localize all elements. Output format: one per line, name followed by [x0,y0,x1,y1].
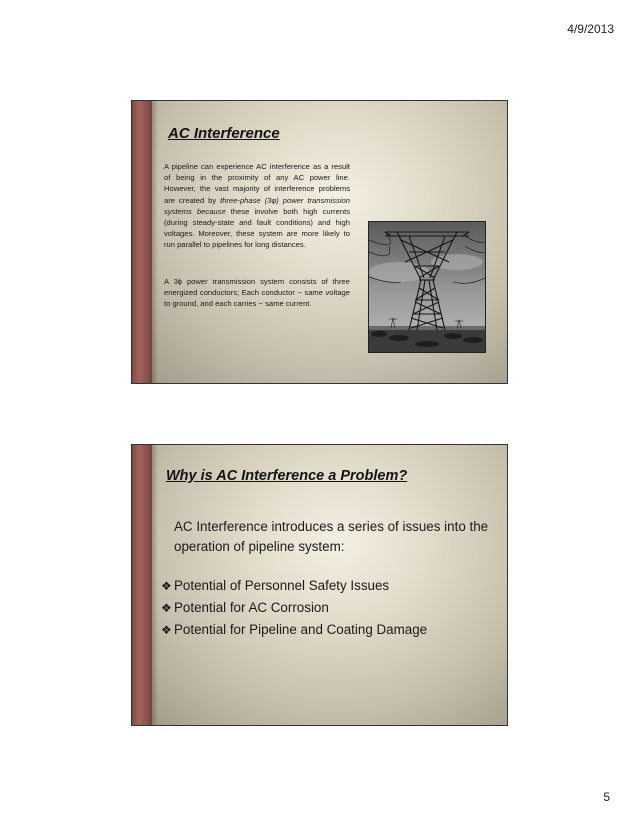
body-paragraph [164,161,350,251]
diamond-bullet-icon: ❖ [161,601,172,615]
page-date: 4/9/2013 [567,22,614,36]
list-item [161,619,427,641]
slide-title: Why is AC Interference a Problem? [166,468,408,484]
diamond-bullet-icon: ❖ [161,579,172,593]
list-item [161,597,427,619]
bullet-list [161,575,427,641]
slide-why-ac-interference-problem [131,444,508,726]
slide-ac-interference [131,100,508,384]
bullet-text: Potential for Pipeline and Coating Damage [174,622,428,637]
intro-text: AC Interference introduces a series of issues into the operation of pipeline system: [174,519,489,554]
bullet-text: Potential for AC Corrosion [174,600,329,615]
slide-title: AC Interference [168,125,280,142]
body-paragraph [164,276,350,310]
transmission-tower-icon [369,222,485,352]
transmission-tower-photo [368,221,486,353]
text-run: these involve both high currents (during steady-state and fault conditions) and high voltages. Moreover, these system are more likely to run parallel to pipelines for long distances. [164,206,350,250]
emphasized-text: three-phase (3φ) power transmission systems because [164,195,350,216]
slide-accent-band [132,445,152,725]
page-number: 5 [603,790,610,804]
paragraph-text: A 3ϕ power transmission system consists of three energized conductors; Each conductor ~ same voltage to ground, and each carries ~ same current. [164,277,350,309]
diamond-bullet-icon: ❖ [161,623,172,637]
slide-accent-band [132,101,152,383]
text-run: A pipeline can experience AC interference as a result of being in the proximity of any AC power line. However, the vast majority of interference problems are created by [164,162,350,205]
list-item [161,575,427,597]
bullet-text: Potential of Personnel Safety Issues [174,578,390,593]
